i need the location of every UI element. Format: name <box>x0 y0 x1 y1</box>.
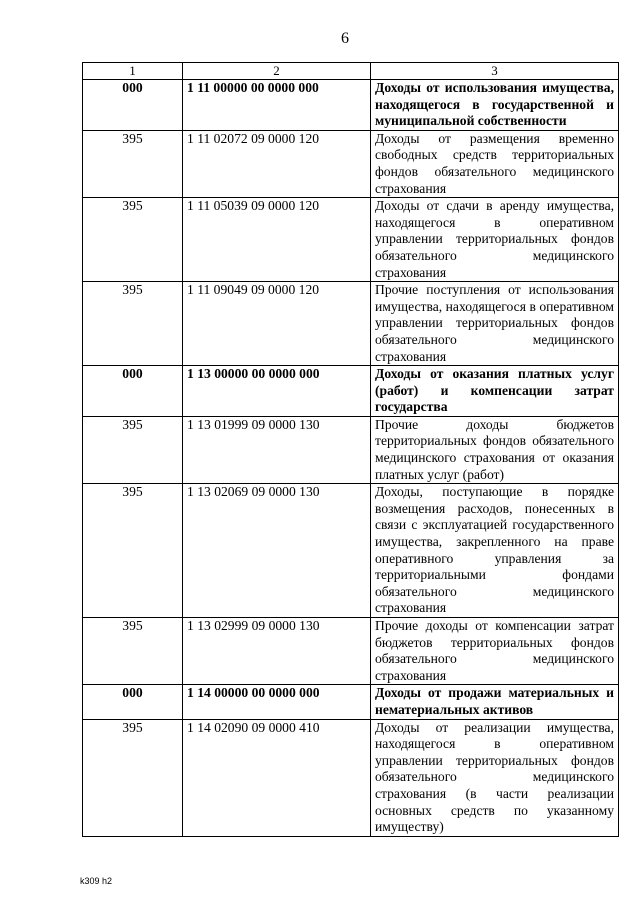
table-row <box>83 130 619 197</box>
kbk-code-cell: 1 11 02072 09 0000 120 <box>183 130 371 197</box>
kbk-code-cell: 1 11 09049 09 0000 120 <box>183 282 371 366</box>
column-header-3: 3 <box>371 63 619 80</box>
admin-code-cell: 395 <box>83 719 183 836</box>
kbk-code-cell: 1 14 02090 09 0000 410 <box>183 719 371 836</box>
income-name-cell: Прочие поступления от использования имущества, находящегося в оперативном управлении территориальных фондов обязательного медицинского страхования <box>371 282 619 366</box>
budget-classification-table <box>82 62 619 837</box>
income-name-cell: Доходы от оказания платных услуг (работ) и компенсации затрат государства <box>371 366 619 417</box>
income-name-cell: Доходы от сдачи в аренду имущества, находящегося в оперативном управлении территориальных фондов обязательного медицинского страхования <box>371 198 619 282</box>
table-row <box>83 719 619 836</box>
admin-code-cell: 000 <box>83 80 183 131</box>
kbk-code-cell: 1 11 00000 00 0000 000 <box>183 80 371 131</box>
admin-code-cell: 395 <box>83 282 183 366</box>
admin-code-cell: 395 <box>83 416 183 483</box>
admin-code-cell: 000 <box>83 366 183 417</box>
kbk-code-cell: 1 13 00000 00 0000 000 <box>183 366 371 417</box>
admin-code-cell: 395 <box>83 484 183 618</box>
footer-code: k309 h2 <box>80 876 113 886</box>
admin-code-cell: 395 <box>83 198 183 282</box>
table-row <box>83 685 619 719</box>
table-row <box>83 416 619 483</box>
kbk-code-cell: 1 13 02999 09 0000 130 <box>183 618 371 685</box>
income-name-cell: Доходы от продажи материальных и нематериальных активов <box>371 685 619 719</box>
income-name-cell: Доходы, поступающие в порядке возмещения расходов, понесенных в связи с эксплуатацией государственного имущества, закрепленного на праве оперативного управления за территориальными фондами обязательного медицинского страхования <box>371 484 619 618</box>
table-row <box>83 198 619 282</box>
column-header-1: 1 <box>83 63 183 80</box>
kbk-code-cell: 1 13 01999 09 0000 130 <box>183 416 371 483</box>
table-row <box>83 366 619 417</box>
income-name-cell: Доходы от использования имущества, находящегося в государственной и муниципальной собственности <box>371 80 619 131</box>
page-number: 6 <box>341 30 349 47</box>
table-header-row <box>83 63 619 80</box>
table-row <box>83 80 619 131</box>
income-name-cell: Прочие доходы бюджетов территориальных фондов обязательного медицинского страхования от оказания платных услуг (работ) <box>371 416 619 483</box>
kbk-code-cell: 1 11 05039 09 0000 120 <box>183 198 371 282</box>
income-name-cell: Прочие доходы от компенсации затрат бюджетов территориальных фондов обязательного медицинского страхования <box>371 618 619 685</box>
table-row <box>83 484 619 618</box>
income-name-cell: Доходы от реализации имущества, находящегося в оперативном управлении территориальных фондов обязательного медицинского страхования (в части реализации основных средств по указанному имуществу) <box>371 719 619 836</box>
admin-code-cell: 000 <box>83 685 183 719</box>
kbk-code-cell: 1 14 00000 00 0000 000 <box>183 685 371 719</box>
admin-code-cell: 395 <box>83 618 183 685</box>
column-header-2: 2 <box>183 63 371 80</box>
admin-code-cell: 395 <box>83 130 183 197</box>
table-body <box>83 80 619 837</box>
table-row <box>83 282 619 366</box>
income-name-cell: Доходы от размещения временно свободных средств территориальных фондов обязательного медицинского страхования <box>371 130 619 197</box>
kbk-code-cell: 1 13 02069 09 0000 130 <box>183 484 371 618</box>
table-row <box>83 618 619 685</box>
